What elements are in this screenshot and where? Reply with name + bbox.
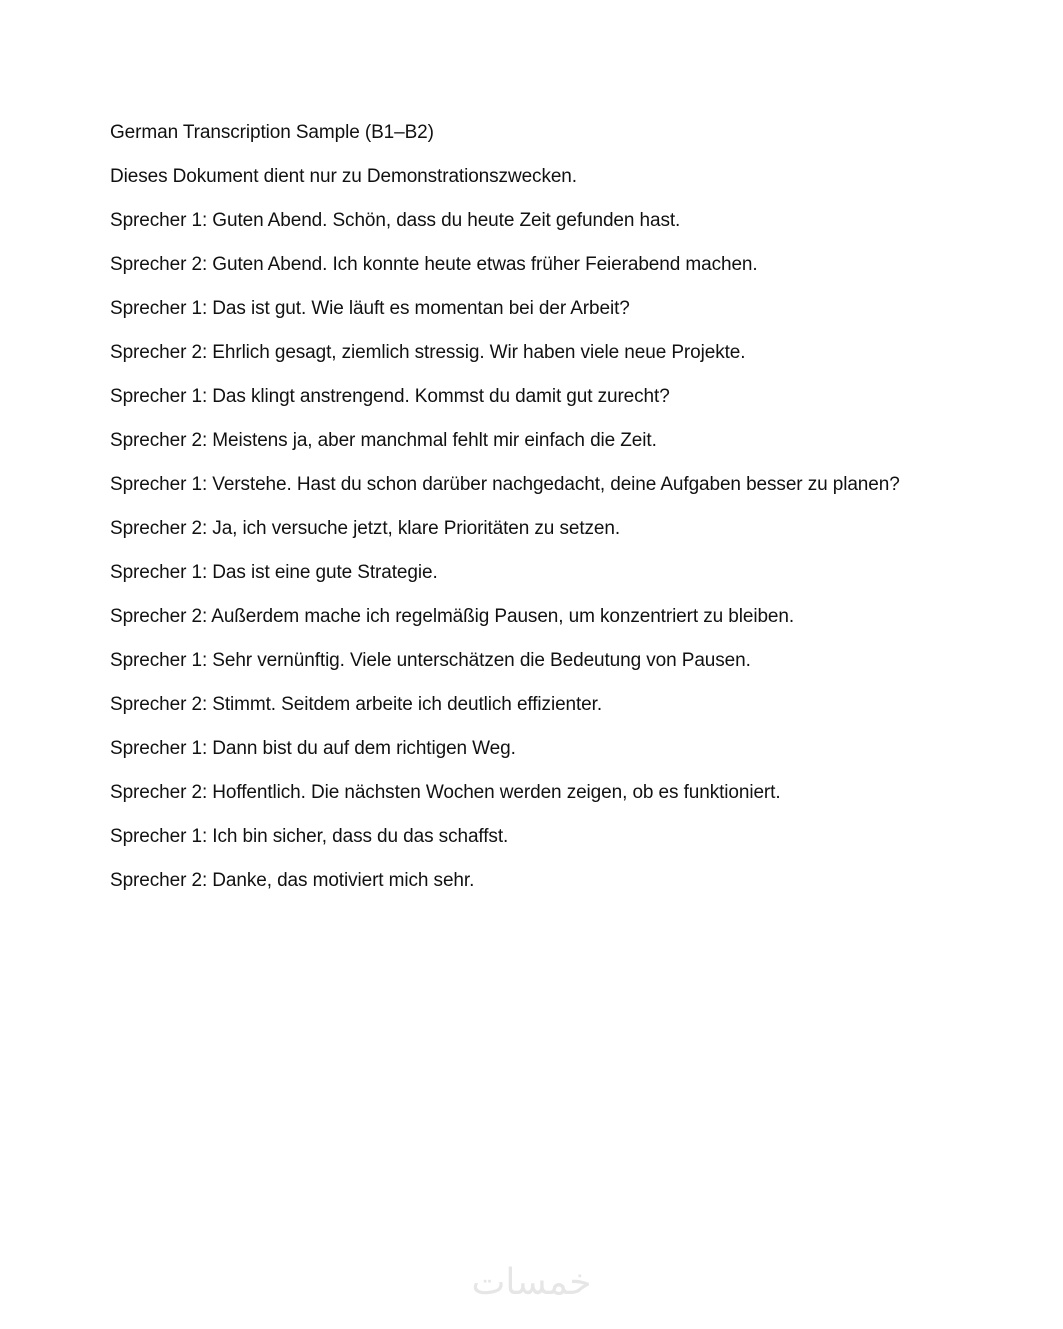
- transcript-line: Sprecher 2: Meistens ja, aber manchmal fehlt mir einfach die Zeit.: [110, 430, 657, 451]
- transcript-line: Sprecher 2: Stimmt. Seitdem arbeite ich deutlich effizienter.: [110, 694, 603, 715]
- document-title: German Transcription Sample (B1–B2): [110, 122, 434, 143]
- transcript: [110, 206, 900, 896]
- transcript-line: Sprecher 1: Guten Abend. Schön, dass du heute Zeit gefunden hast.: [110, 210, 681, 231]
- transcript-line: Sprecher 1: Sehr vernünftig. Viele unterschätzen die Bedeutung von Pausen.: [110, 650, 751, 671]
- transcript-line: Sprecher 1: Verstehe. Hast du schon darüber nachgedacht, deine Aufgaben besser zu planen?: [110, 474, 900, 495]
- transcript-line: Sprecher 2: Außerdem mache ich regelmäßig Pausen, um konzentriert zu bleiben.: [110, 606, 795, 627]
- transcript-line: Sprecher 1: Dann bist du auf dem richtigen Weg.: [110, 738, 516, 759]
- transcript-line: Sprecher 1: Das ist gut. Wie läuft es momentan bei der Arbeit?: [110, 298, 630, 319]
- document-body: [110, 118, 900, 910]
- transcript-line: Sprecher 2: Ehrlich gesagt, ziemlich stressig. Wir haben viele neue Projekte.: [110, 342, 746, 363]
- transcript-line: Sprecher 2: Danke, das motiviert mich sehr.: [110, 870, 475, 891]
- transcript-line: Sprecher 1: Das klingt anstrengend. Kommst du damit gut zurecht?: [110, 386, 670, 407]
- transcript-line: Sprecher 2: Guten Abend. Ich konnte heute etwas früher Feierabend machen.: [110, 254, 758, 275]
- transcript-line: Sprecher 2: Ja, ich versuche jetzt, klare Prioritäten zu setzen.: [110, 518, 621, 539]
- transcript-line: Sprecher 1: Das ist eine gute Strategie.: [110, 562, 438, 583]
- transcript-line: Sprecher 2: Hoffentlich. Die nächsten Wochen werden zeigen, ob es funktioniert.: [110, 782, 781, 803]
- watermark-logo: خمسات: [471, 1262, 592, 1303]
- document-note: Dieses Dokument dient nur zu Demonstrationszwecken.: [110, 166, 577, 187]
- transcript-line: Sprecher 1: Ich bin sicher, dass du das schaffst.: [110, 826, 509, 847]
